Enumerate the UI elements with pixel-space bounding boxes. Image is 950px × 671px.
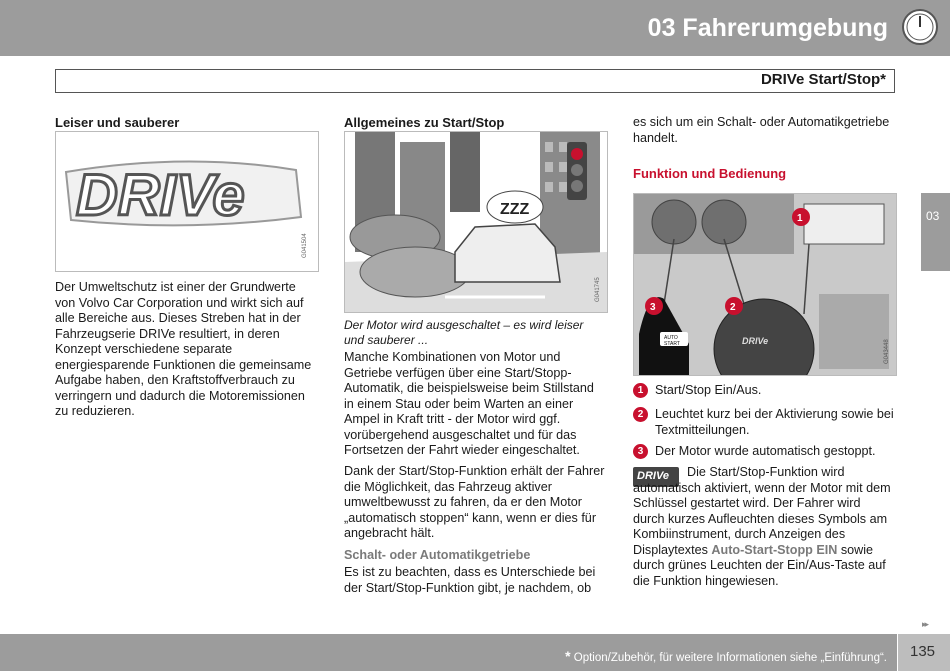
- col2-subheading: Schalt- oder Automatikgetriebe: [344, 548, 531, 562]
- list-item-text: Leuchtet kurz bei der Aktivierung sowie bei Textmitteilungen.: [655, 407, 894, 437]
- col1-heading: Leiser und sauberer: [55, 115, 180, 130]
- traffic-illustration: [344, 131, 608, 313]
- chapter-tab: [921, 193, 950, 271]
- svg-text:1: 1: [797, 213, 803, 224]
- footer-bar: [0, 634, 897, 671]
- col2-paragraph-1: Manche Kombinationen von Motor und Getriebe verfügen über eine Start/Stopp-Automatik, die beispielsweise beim Stillstand in einem Stau oder beim Warten an einer Ampel in Kraft tritt - der Motor wird ggf. vorübergehend ausgeschaltet und für das Fortsetzen der Fahrt wieder eingeschaltet.: [344, 350, 594, 457]
- number-badge: 1: [633, 383, 648, 398]
- image-code-2: G041745: [595, 277, 601, 302]
- zzz-text: ZZZ: [500, 201, 530, 218]
- col2-paragraph-2: Dank der Start/Stop-Funktion erhält der Fahrer die Möglichkeit, das Fahrzeug aktiver umweltbewusst zu fahren, da er den Motor „automatisch stoppen“ kann, wenn er dies für angebracht hält.: [344, 464, 605, 540]
- image-code: G041504: [302, 233, 308, 258]
- drive-small-text: DRIVe: [742, 336, 769, 346]
- col2-paragraph-3: Es ist zu beachten, dass es Unterschiede bei der Start/Stop-Funktion gibt, je nachdem, ob: [344, 565, 596, 595]
- section-title: DRIVe Start/Stop*: [760, 71, 886, 88]
- display-text-highlight: Auto-Start-Stopp EIN: [711, 542, 838, 557]
- dashboard-illustration: [633, 193, 897, 376]
- speedometer-icon: [901, 8, 939, 46]
- list-item-text: Start/Stop Ein/Aus.: [655, 383, 762, 397]
- continue-arrows-icon: ▸▸: [922, 619, 928, 629]
- svg-text:START: START: [664, 341, 680, 347]
- image-caption: Der Motor wird ausgeschaltet – es wird leiser und sauberer ...: [344, 318, 584, 347]
- svg-text:3: 3: [650, 302, 656, 313]
- col3-paragraph-1: es sich um ein Schalt- oder Automatikgetriebe handelt.: [633, 115, 890, 145]
- page-number-box: [898, 634, 950, 671]
- drive-logo-text: DRIVe: [76, 163, 245, 228]
- number-badge: 2: [633, 407, 648, 422]
- col3-heading: Funktion und Bedienung: [633, 166, 787, 181]
- drive-logo-image: [55, 131, 319, 272]
- footer-note: * Option/Zubehör, für weitere Informationen siehe „Einführung“.: [565, 648, 887, 664]
- list-item-text: Der Motor wurde automatisch gestoppt.: [655, 444, 876, 458]
- header-bar: [0, 0, 950, 56]
- page-number: 135: [910, 643, 936, 660]
- chapter-title: 03 Fahrerumgebung: [647, 14, 888, 42]
- svg-text:2: 2: [730, 302, 736, 313]
- number-badge: 3: [633, 444, 648, 459]
- drive-symbol-icon: DRIVe: [633, 467, 679, 487]
- col2-heading: Allgemeines zu Start/Stop: [344, 115, 505, 130]
- auto-start-label: AUTO: [664, 335, 678, 341]
- image-code-3: G043448: [884, 339, 890, 364]
- chapter-tab-label: 03: [926, 209, 940, 223]
- col3-paragraph-2: Die Start/Stop-Funktion wird automatisch aktiviert, wenn der Motor mit dem Schlüssel gestartet wird. Der Fahrer wird durch kurzes Aufleuchten dieses Symbols am Kombiinstrument, durch Anzeigen des Displaytextes Auto-Start-Stopp EIN sowie durch grünes Leuchten der Ein/Aus-Taste auf die Funktion hingewiesen.: [633, 465, 891, 588]
- section-header: [55, 69, 895, 93]
- col1-paragraph: Der Umweltschutz ist einer der Grundwerte von Volvo Car Corporation und wirkt sich auf alle Bereiche aus. Dieses Streben hat in der Fahrzeugserie DRIVe resultiert, in deren Konzept verschiedene separate energiesparende Funktionen die gemeinsame Aufgabe haben, den Kraftstoffverbrauch zu verringern und dadurch die Motoremissionen zu reduzieren.: [55, 280, 312, 418]
